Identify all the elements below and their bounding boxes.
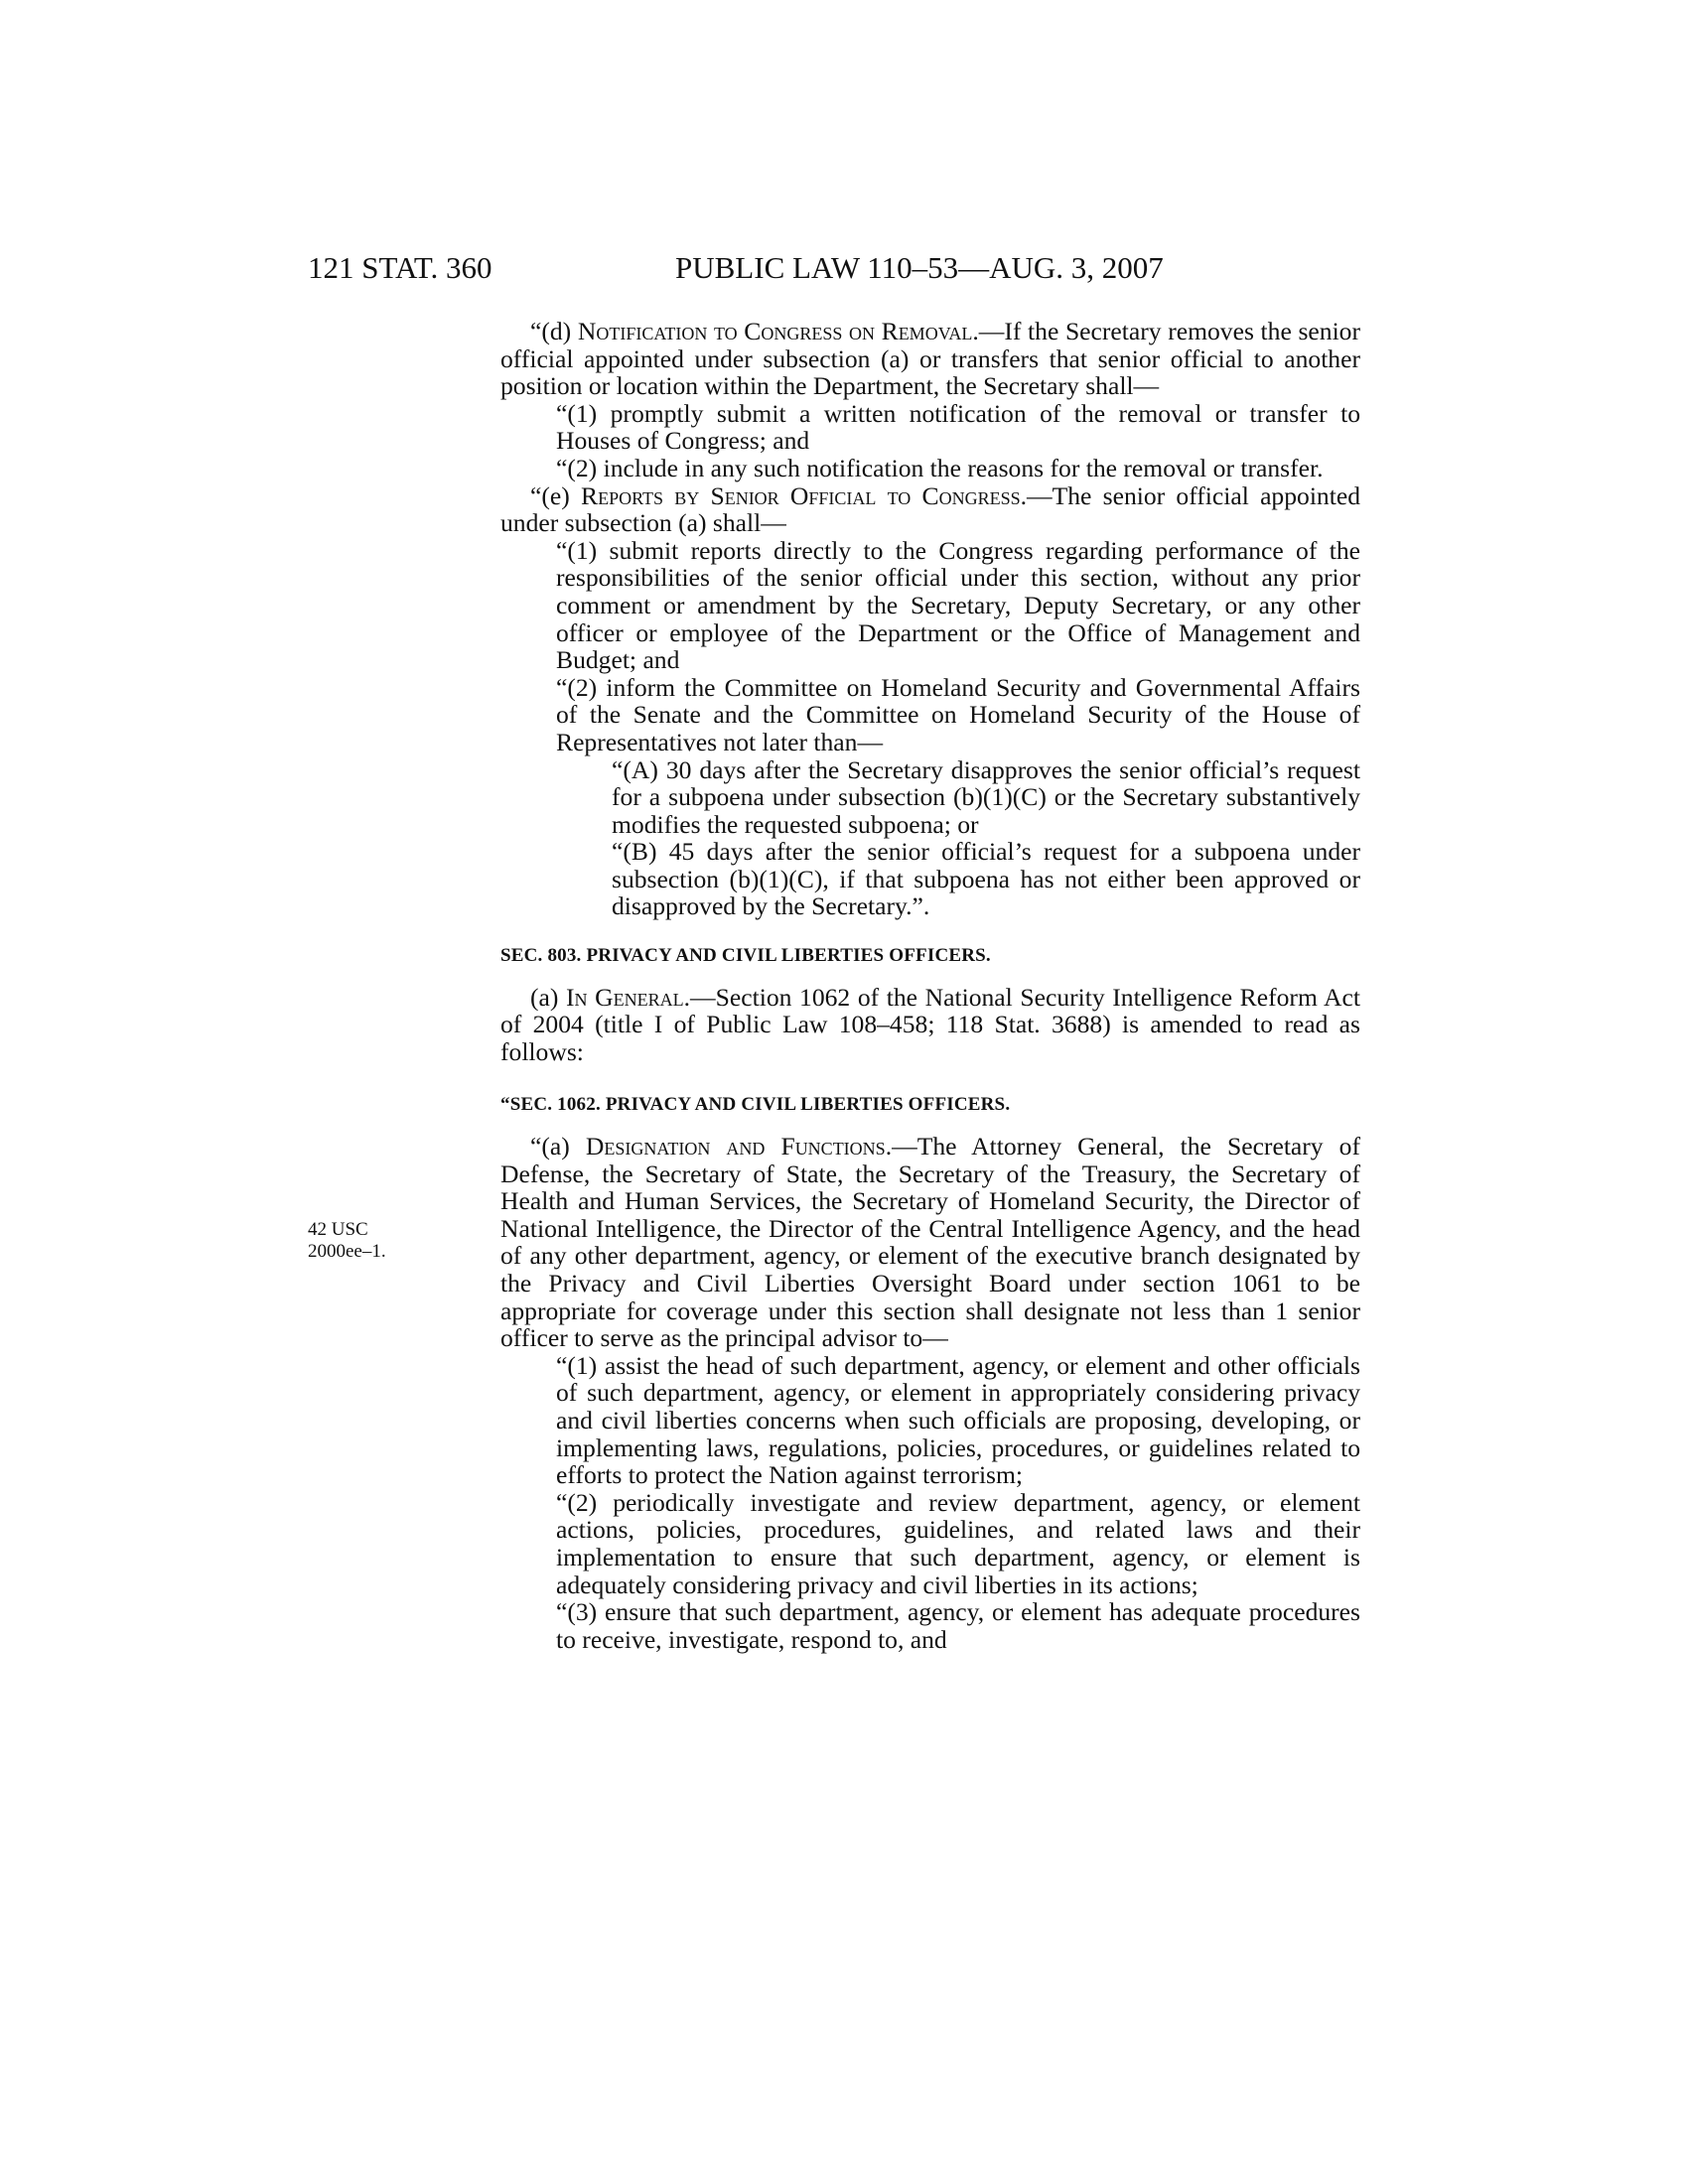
paragraph-d [500, 318, 1360, 400]
paragraph-d-text: —If the Secretary removes the senior official appointed under subsection (a) or transfers that senior official to another position or location within the Department, the Secretary shall— [500, 317, 1360, 401]
statute-page-reference: 121 STAT. 360 [308, 250, 492, 285]
paragraph-e-item-1: “(1) submit reports directly to the Congress regarding performance of the responsibilities of the senior official under this section, without any prior comment or amendment by the Secretary, Deputy Secretary, or any other officer or employee of the Department or the Office of Management and Budget; and [556, 535, 1360, 675]
running-header-title: PUBLIC LAW 110–53—AUG. 3, 2007 [675, 250, 1164, 285]
section-803-paragraph-a [500, 984, 1360, 1066]
section-803-subheading: In General. [566, 982, 691, 1012]
margin-citation-line-2: 2000ee–1. [308, 1241, 386, 1262]
section-1062-item-2: “(2) periodically investigate and review department, agency, or element actions, policies, procedures, guidelines, and related laws and their implementation to ensure that such department, agency, or element is adequately considering privacy and civil liberties in its actions; [556, 1487, 1360, 1599]
section-1062-subheading: Designation and Functions. [585, 1132, 893, 1161]
paragraph-d-heading: Notification to Congress on Removal. [577, 317, 979, 345]
margin-citation-line-1: 42 USC [308, 1219, 368, 1240]
section-1062-heading: “SEC. 1062. PRIVACY AND CIVIL LIBERTIES OFFICERS. [500, 1094, 1011, 1116]
section-1062-text: —The Attorney General, the Secretary of Defense, the Secretary of State, the Secretary of the Treasury, the Secretary of Health and Human Services, the Secretary of Homeland Security, the Director of National Intelligence, the Director of the Central Intelligence Agency, and the head of any other department, agency, or element of the executive branch designated by the Privacy and Civil Liberties Oversight Board under section 1061 to be appropriate for coverage under this section shall designate not less than 1 senior officer to serve as the principal advisor to— [500, 1132, 1360, 1353]
paragraph-e-item-2: “(2) inform the Committee on Homeland Security and Governmental Affairs of the Senate and the Committee on Homeland Security of the House of Representatives not later than— [556, 672, 1360, 756]
paragraph-e-item-A: “(A) 30 days after the Secretary disapproves the senior official’s request for a subpoena under subsection (b)(1)(C) or the Secretary substantively modifies the requested subpoena; or [612, 754, 1360, 839]
section-803-heading: SEC. 803. PRIVACY AND CIVIL LIBERTIES OFFICERS. [500, 945, 991, 967]
paragraph-e-lead: “(e) [530, 480, 581, 510]
section-1062-lead: “(a) [530, 1132, 586, 1161]
paragraph-d-item-1: “(1) promptly submit a written notification of the removal or transfer to Houses of Congress; and [556, 398, 1360, 456]
section-1062-paragraph-a [500, 1133, 1360, 1352]
paragraph-e-item-B: “(B) 45 days after the senior official’s request for a subpoena under subsection (b)(1)(C), if that subpoena has not either been approved or disapproved by the Secretary.”. [612, 837, 1360, 921]
section-1062-item-1: “(1) assist the head of such department, agency, or element and other officials of such department, agency, or element in appropriately considering privacy and civil liberties concerns when such officials are proposing, developing, or implementing laws, regulations, policies, procedures, or guidelines related to efforts to protect the Nation against terrorism; [556, 1350, 1360, 1490]
margin-citation [308, 1219, 386, 1263]
paragraph-d-lead: “(d) [530, 317, 578, 345]
section-1062-item-3: “(3) ensure that such department, agency, or element has adequate procedures to receive, investigate, respond to, and [556, 1597, 1360, 1654]
paragraph-e-heading: Reports by Senior Official to Congress. [581, 480, 1028, 510]
section-803-lead: (a) [530, 982, 567, 1012]
paragraph-e [500, 482, 1360, 537]
paragraph-e-text: —The senior official appointed under subsection (a) shall— [500, 480, 1360, 538]
document-body [500, 318, 1360, 1653]
paragraph-d-item-2: “(2) include in any such notification the reasons for the removal or transfer. [556, 453, 1324, 482]
section-803-text: —Section 1062 of the National Security Intelligence Reform Act of 2004 (title I of Public Law 108–458; 118 Stat. 3688) is amended to read as follows: [500, 982, 1361, 1066]
